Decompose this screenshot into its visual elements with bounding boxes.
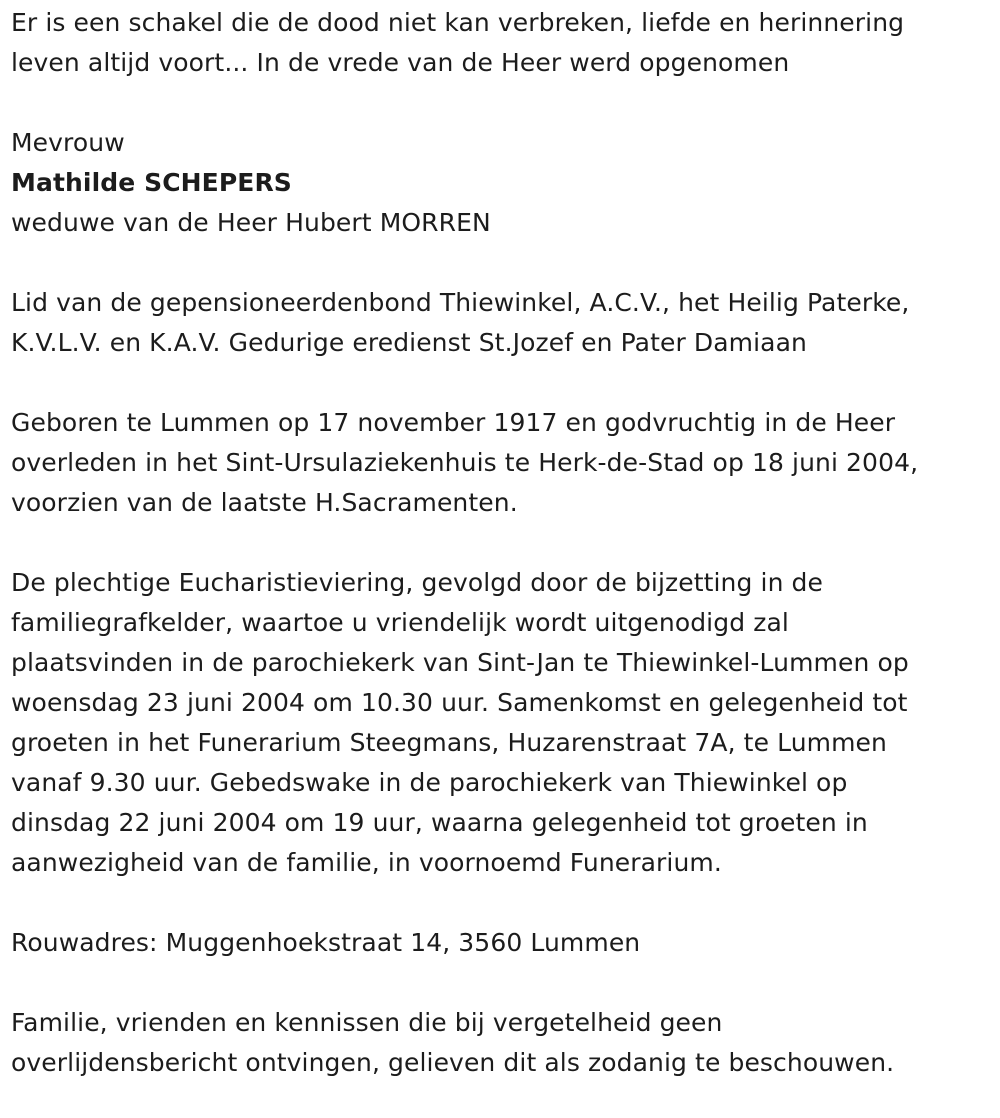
birth-death-paragraph [11, 403, 996, 523]
membership-line: K.V.L.V. en K.A.V. Gedurige eredienst St.Jozef en Pater Damiaan [11, 328, 807, 357]
birth-death-line: Geboren te Lummen op 17 november 1917 en godvruchtig in de Heer [11, 408, 896, 437]
paragraph-spacer [11, 363, 996, 403]
intro-paragraph [11, 3, 996, 83]
closing-paragraph [11, 1003, 996, 1083]
ceremony-line: plaatsvinden in de parochiekerk van Sint-Jan te Thiewinkel-Lummen op [11, 648, 909, 677]
paragraph-spacer [11, 883, 996, 923]
spouse-line: weduwe van de Heer Hubert MORREN [11, 208, 491, 237]
paragraph-spacer [11, 963, 996, 1003]
obituary-notice [11, 3, 996, 1083]
intro-line: leven altijd voort... In de vrede van de Heer werd opgenomen [11, 48, 790, 77]
ceremony-line: familiegrafkelder, waartoe u vriendelijk wordt uitgenodigd zal [11, 608, 789, 637]
ceremony-line: De plechtige Eucharistieviering, gevolgd door de bijzetting in de [11, 568, 824, 597]
membership-line: Lid van de gepensioneerdenbond Thiewinkel, A.C.V., het Heilig Paterke, [11, 288, 910, 317]
birth-death-line: voorzien van de laatste H.Sacramenten. [11, 488, 518, 517]
ceremony-line: dinsdag 22 juni 2004 om 19 uur, waarna gelegenheid tot groeten in [11, 808, 868, 837]
ceremony-line: groeten in het Funerarium Steegmans, Huzarenstraat 7A, te Lummen [11, 728, 887, 757]
ceremony-line: woensdag 23 juni 2004 om 10.30 uur. Samenkomst en gelegenheid tot [11, 688, 908, 717]
birth-death-line: overleden in het Sint-Ursulaziekenhuis te Herk-de-Stad op 18 juni 2004, [11, 448, 919, 477]
ceremony-line: vanaf 9.30 uur. Gebedswake in de parochiekerk van Thiewinkel op [11, 768, 848, 797]
ceremony-paragraph [11, 563, 996, 883]
paragraph-spacer [11, 523, 996, 563]
paragraph-spacer [11, 83, 996, 123]
ceremony-line: aanwezigheid van de familie, in voornoemd Funerarium. [11, 848, 722, 877]
intro-line: Er is een schakel die de dood niet kan verbreken, liefde en herinnering [11, 8, 905, 37]
deceased-name: Mathilde SCHEPERS [11, 168, 292, 197]
salutation: Mevrouw [11, 128, 125, 157]
closing-line: Familie, vrienden en kennissen die bij vergetelheid geen [11, 1008, 723, 1037]
paragraph-spacer [11, 243, 996, 283]
closing-line: overlijdensbericht ontvingen, gelieven dit als zodanig te beschouwen. [11, 1048, 895, 1077]
membership-paragraph [11, 283, 996, 363]
mourning-address: Rouwadres: Muggenhoekstraat 14, 3560 Lummen [11, 928, 641, 957]
